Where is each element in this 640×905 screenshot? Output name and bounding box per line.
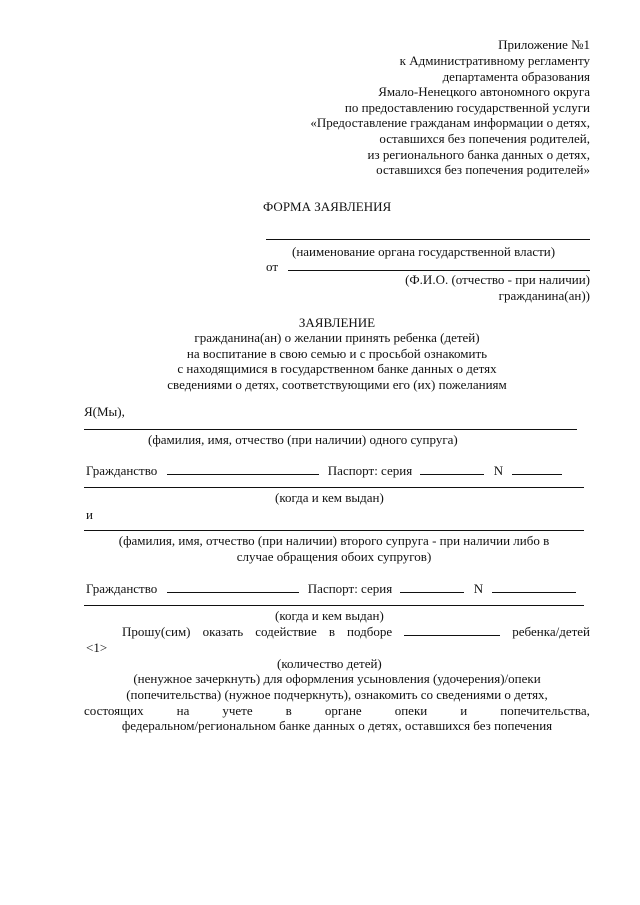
passport-number-label: N <box>473 581 484 596</box>
fio-caption: (Ф.И.О. (отчество - при наличии) <box>405 272 590 287</box>
header-line: Ямало-Ненецкого автономного округа <box>378 84 590 99</box>
purpose-word: состоящих <box>84 703 144 718</box>
header-line: «Предоставление гражданам информации о детях, <box>310 115 590 130</box>
children-count-caption: (количество детей) <box>277 656 382 671</box>
authority-caption: (наименование органа государственной власти) <box>292 244 556 259</box>
passport2-number-field[interactable] <box>492 581 576 593</box>
purpose-line: федеральном/региональном банке данных о детях, оставшихся без попечения <box>121 718 553 733</box>
passport1-number-field[interactable] <box>512 463 562 475</box>
spouse1-caption: (фамилия, имя, отчество (при наличии) одного супруга) <box>148 432 458 447</box>
purpose-word: опеки <box>394 703 428 718</box>
and-label: и <box>86 507 93 522</box>
issued-caption: (когда и кем выдан) <box>275 608 384 623</box>
purpose-word: учете <box>222 703 253 718</box>
purpose-line-justified <box>84 703 590 719</box>
from-label: от <box>266 259 279 274</box>
we-label: Я(Мы), <box>84 404 125 419</box>
citizenship1-field[interactable] <box>167 463 319 475</box>
passport1-issued-field[interactable] <box>84 487 584 488</box>
spouse2-caption: случае обращения обоих супругов) <box>236 549 432 564</box>
request-line <box>122 624 590 640</box>
header-line: департамента образования <box>442 69 590 84</box>
purpose-word: органе <box>324 703 362 718</box>
citizenship-label: Гражданство <box>86 463 158 478</box>
request-word: Прошу(сим) <box>122 624 191 639</box>
statement-title: ЗАЯВЛЕНИЕ <box>298 315 376 330</box>
header-line: к Административному регламенту <box>399 53 590 68</box>
passport-series-label: Паспорт: серия <box>327 463 413 478</box>
applicant-name-field[interactable] <box>288 270 590 271</box>
statement-subtitle-line: гражданина(ан) о желании принять ребенка (детей) <box>194 330 480 345</box>
citizenship2-row <box>86 581 576 597</box>
request-word: подборе <box>347 624 393 639</box>
purpose-word: в <box>285 703 292 718</box>
statement-subtitle-line: с находящимися в государственном банке данных о детях <box>177 361 497 376</box>
authority-name-field[interactable] <box>266 239 590 240</box>
spouse2-caption: (фамилия, имя, отчество (при наличии) второго супруга - при наличии либо в <box>118 533 550 548</box>
citizenship2-field[interactable] <box>167 581 299 593</box>
request-word: оказать <box>202 624 244 639</box>
header-line: Приложение №1 <box>498 37 590 52</box>
statement-subtitle-line: на воспитание в свою семью и с просьбой ознакомить <box>186 346 488 361</box>
request-word: ребенка/детей <box>512 624 590 639</box>
fio-caption: гражданина(ан)) <box>498 288 590 303</box>
request-word: содействие <box>255 624 317 639</box>
purpose-word: и <box>460 703 468 718</box>
passport1-series-field[interactable] <box>420 463 484 475</box>
purpose-word: на <box>176 703 190 718</box>
spouse1-name-field[interactable] <box>84 429 577 430</box>
citizenship-label: Гражданство <box>86 581 158 596</box>
purpose-line: (ненужное зачеркнуть) для оформления усыновления (удочерения)/опеки <box>133 671 541 686</box>
header-line: оставшихся без попечения родителей, <box>379 131 590 146</box>
passport2-series-field[interactable] <box>400 581 464 593</box>
purpose-word: попечительства, <box>500 703 590 718</box>
form-title: ФОРМА ЗАЯВЛЕНИЯ <box>263 199 392 214</box>
issued-caption: (когда и кем выдан) <box>275 490 384 505</box>
statement-subtitle-line: сведениями о детях, соответствующими его (их) пожеланиям <box>167 377 507 392</box>
request-word: в <box>328 624 335 639</box>
children-count-field[interactable] <box>404 624 500 636</box>
footnote-ref[interactable]: <1> <box>86 640 108 655</box>
passport-number-label: N <box>493 463 504 478</box>
header-line: из регионального банка данных о детях, <box>367 147 590 162</box>
header-line: оставшихся без попечения родителей» <box>376 162 590 177</box>
spouse2-name-field[interactable] <box>84 530 584 531</box>
passport2-issued-field[interactable] <box>84 605 584 606</box>
header-line: по предоставлению государственной услуги <box>344 100 590 115</box>
citizenship1-row <box>86 463 562 479</box>
purpose-line: (попечительства) (нужное подчеркнуть), ознакомить со сведениями о детях, <box>126 687 548 702</box>
passport-series-label: Паспорт: серия <box>307 581 393 596</box>
